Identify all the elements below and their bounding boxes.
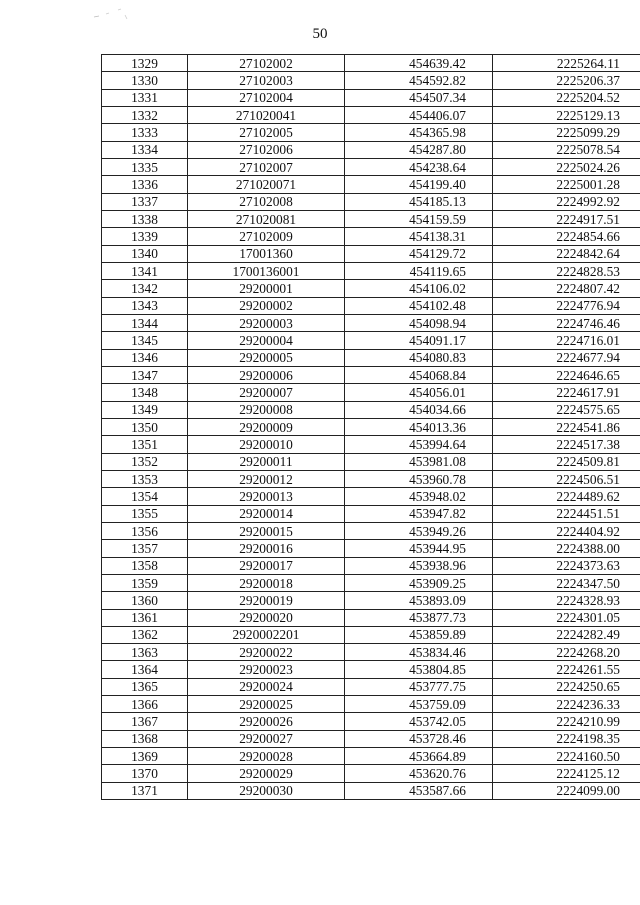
table-row [102, 782, 640, 799]
cell-y-coordinate: 2224489.62 [493, 488, 640, 505]
table-row [102, 89, 640, 106]
cell-x-coordinate: 453947.82 [345, 505, 493, 522]
cell-row-number: 1360 [102, 592, 188, 609]
cell-y-coordinate: 2224646.65 [493, 366, 640, 383]
cell-x-coordinate: 453893.09 [345, 592, 493, 609]
cell-y-coordinate: 2224125.12 [493, 765, 640, 782]
cell-y-coordinate: 2224099.00 [493, 782, 640, 799]
cell-point-id: 29200025 [188, 696, 345, 713]
cell-x-coordinate: 454068.84 [345, 366, 493, 383]
table-row [102, 453, 640, 470]
cell-point-id: 29200009 [188, 418, 345, 435]
cell-y-coordinate: 2225024.26 [493, 158, 640, 175]
cell-row-number: 1361 [102, 609, 188, 626]
cell-y-coordinate: 2224301.05 [493, 609, 640, 626]
cell-y-coordinate: 2224160.50 [493, 748, 640, 765]
cell-row-number: 1369 [102, 748, 188, 765]
cell-y-coordinate: 2224541.86 [493, 418, 640, 435]
cell-y-coordinate: 2225264.11 [493, 55, 640, 72]
cell-y-coordinate: 2224328.93 [493, 592, 640, 609]
cell-x-coordinate: 453777.75 [345, 678, 493, 695]
table-row [102, 522, 640, 539]
table-row [102, 245, 640, 262]
cell-y-coordinate: 2224917.51 [493, 210, 640, 227]
cell-x-coordinate: 454106.02 [345, 280, 493, 297]
cell-point-id: 27102003 [188, 72, 345, 89]
table-row [102, 106, 640, 123]
cell-point-id: 271020071 [188, 176, 345, 193]
table-row [102, 401, 640, 418]
cell-row-number: 1332 [102, 106, 188, 123]
table-row [102, 55, 640, 72]
cell-point-id: 29200019 [188, 592, 345, 609]
cell-x-coordinate: 454056.01 [345, 384, 493, 401]
cell-x-coordinate: 454138.31 [345, 228, 493, 245]
table-row [102, 730, 640, 747]
scan-artifact-marks [92, 6, 138, 22]
table-row [102, 696, 640, 713]
table-row [102, 280, 640, 297]
cell-x-coordinate: 453960.78 [345, 470, 493, 487]
cell-x-coordinate: 453620.76 [345, 765, 493, 782]
cell-y-coordinate: 2224282.49 [493, 626, 640, 643]
table-row [102, 488, 640, 505]
cell-x-coordinate: 453981.08 [345, 453, 493, 470]
cell-row-number: 1331 [102, 89, 188, 106]
cell-y-coordinate: 2224250.65 [493, 678, 640, 695]
cell-row-number: 1364 [102, 661, 188, 678]
cell-x-coordinate: 454507.34 [345, 89, 493, 106]
table-row [102, 124, 640, 141]
cell-x-coordinate: 454080.83 [345, 349, 493, 366]
cell-y-coordinate: 2225001.28 [493, 176, 640, 193]
cell-row-number: 1366 [102, 696, 188, 713]
cell-point-id: 17001360 [188, 245, 345, 262]
table-row [102, 661, 640, 678]
cell-point-id: 29200014 [188, 505, 345, 522]
table-row [102, 574, 640, 591]
cell-row-number: 1343 [102, 297, 188, 314]
cell-x-coordinate: 453664.89 [345, 748, 493, 765]
cell-y-coordinate: 2224198.35 [493, 730, 640, 747]
cell-point-id: 29200028 [188, 748, 345, 765]
cell-row-number: 1368 [102, 730, 188, 747]
cell-point-id: 29200016 [188, 540, 345, 557]
table-row [102, 349, 640, 366]
cell-row-number: 1347 [102, 366, 188, 383]
cell-x-coordinate: 453944.95 [345, 540, 493, 557]
cell-y-coordinate: 2225206.37 [493, 72, 640, 89]
cell-y-coordinate: 2224807.42 [493, 280, 640, 297]
cell-y-coordinate: 2224210.99 [493, 713, 640, 730]
cell-y-coordinate: 2224776.94 [493, 297, 640, 314]
table-row [102, 678, 640, 695]
cell-point-id: 29200007 [188, 384, 345, 401]
cell-x-coordinate: 454034.66 [345, 401, 493, 418]
cell-y-coordinate: 2224716.01 [493, 332, 640, 349]
cell-point-id: 1700136001 [188, 262, 345, 279]
cell-row-number: 1363 [102, 644, 188, 661]
cell-y-coordinate: 2224617.91 [493, 384, 640, 401]
cell-point-id: 29200029 [188, 765, 345, 782]
cell-row-number: 1365 [102, 678, 188, 695]
cell-point-id: 29200008 [188, 401, 345, 418]
table-row [102, 72, 640, 89]
cell-point-id: 271020081 [188, 210, 345, 227]
cell-point-id: 29200010 [188, 436, 345, 453]
cell-row-number: 1346 [102, 349, 188, 366]
cell-point-id: 29200027 [188, 730, 345, 747]
cell-y-coordinate: 2224509.81 [493, 453, 640, 470]
cell-point-id: 29200013 [188, 488, 345, 505]
cell-x-coordinate: 453948.02 [345, 488, 493, 505]
cell-x-coordinate: 454013.36 [345, 418, 493, 435]
table-row [102, 748, 640, 765]
cell-x-coordinate: 453804.85 [345, 661, 493, 678]
cell-row-number: 1337 [102, 193, 188, 210]
cell-x-coordinate: 453949.26 [345, 522, 493, 539]
table-row [102, 176, 640, 193]
cell-row-number: 1349 [102, 401, 188, 418]
cell-x-coordinate: 453728.46 [345, 730, 493, 747]
cell-point-id: 27102008 [188, 193, 345, 210]
cell-point-id: 27102006 [188, 141, 345, 158]
cell-point-id: 29200026 [188, 713, 345, 730]
cell-row-number: 1345 [102, 332, 188, 349]
table-row [102, 141, 640, 158]
table-row [102, 470, 640, 487]
coordinates-table-body [102, 55, 640, 800]
cell-row-number: 1341 [102, 262, 188, 279]
cell-x-coordinate: 454129.72 [345, 245, 493, 262]
cell-row-number: 1339 [102, 228, 188, 245]
cell-y-coordinate: 2224404.92 [493, 522, 640, 539]
cell-point-id: 29200006 [188, 366, 345, 383]
cell-x-coordinate: 454091.17 [345, 332, 493, 349]
cell-point-id: 29200002 [188, 297, 345, 314]
table-row [102, 713, 640, 730]
cell-row-number: 1336 [102, 176, 188, 193]
cell-y-coordinate: 2224451.51 [493, 505, 640, 522]
cell-x-coordinate: 453909.25 [345, 574, 493, 591]
cell-point-id: 29200003 [188, 314, 345, 331]
cell-y-coordinate: 2224347.50 [493, 574, 640, 591]
cell-row-number: 1355 [102, 505, 188, 522]
cell-point-id: 29200023 [188, 661, 345, 678]
cell-y-coordinate: 2224575.65 [493, 401, 640, 418]
cell-x-coordinate: 453859.89 [345, 626, 493, 643]
table-row [102, 418, 640, 435]
cell-row-number: 1334 [102, 141, 188, 158]
cell-row-number: 1348 [102, 384, 188, 401]
cell-x-coordinate: 453994.64 [345, 436, 493, 453]
table-row [102, 436, 640, 453]
cell-y-coordinate: 2225078.54 [493, 141, 640, 158]
cell-point-id: 29200017 [188, 557, 345, 574]
table-row [102, 609, 640, 626]
cell-y-coordinate: 2224746.46 [493, 314, 640, 331]
cell-y-coordinate: 2224992.92 [493, 193, 640, 210]
table-row [102, 297, 640, 314]
cell-x-coordinate: 453759.09 [345, 696, 493, 713]
cell-point-id: 29200015 [188, 522, 345, 539]
cell-y-coordinate: 2224517.38 [493, 436, 640, 453]
cell-x-coordinate: 454159.59 [345, 210, 493, 227]
cell-point-id: 27102009 [188, 228, 345, 245]
cell-row-number: 1340 [102, 245, 188, 262]
cell-x-coordinate: 454102.48 [345, 297, 493, 314]
cell-y-coordinate: 2224842.64 [493, 245, 640, 262]
cell-x-coordinate: 453587.66 [345, 782, 493, 799]
cell-x-coordinate: 454287.80 [345, 141, 493, 158]
cell-row-number: 1362 [102, 626, 188, 643]
cell-point-id: 27102004 [188, 89, 345, 106]
cell-point-id: 29200001 [188, 280, 345, 297]
cell-row-number: 1353 [102, 470, 188, 487]
cell-point-id: 271020041 [188, 106, 345, 123]
table-row [102, 384, 640, 401]
cell-y-coordinate: 2224373.63 [493, 557, 640, 574]
cell-x-coordinate: 453938.96 [345, 557, 493, 574]
cell-point-id: 29200022 [188, 644, 345, 661]
cell-point-id: 29200024 [188, 678, 345, 695]
table-row [102, 210, 640, 227]
cell-y-coordinate: 2225204.52 [493, 89, 640, 106]
cell-row-number: 1344 [102, 314, 188, 331]
cell-row-number: 1335 [102, 158, 188, 175]
cell-y-coordinate: 2224677.94 [493, 349, 640, 366]
cell-x-coordinate: 454365.98 [345, 124, 493, 141]
cell-row-number: 1359 [102, 574, 188, 591]
cell-x-coordinate: 454199.40 [345, 176, 493, 193]
page-number: 50 [312, 26, 328, 42]
cell-x-coordinate: 454238.64 [345, 158, 493, 175]
cell-y-coordinate: 2225099.29 [493, 124, 640, 141]
cell-row-number: 1370 [102, 765, 188, 782]
table-row [102, 765, 640, 782]
table-row [102, 540, 640, 557]
table-row [102, 592, 640, 609]
cell-x-coordinate: 454639.42 [345, 55, 493, 72]
cell-x-coordinate: 454119.65 [345, 262, 493, 279]
cell-x-coordinate: 454592.82 [345, 72, 493, 89]
cell-point-id: 29200020 [188, 609, 345, 626]
table-row [102, 262, 640, 279]
cell-point-id: 29200005 [188, 349, 345, 366]
cell-row-number: 1352 [102, 453, 188, 470]
cell-row-number: 1354 [102, 488, 188, 505]
cell-point-id: 2920002201 [188, 626, 345, 643]
cell-y-coordinate: 2224828.53 [493, 262, 640, 279]
cell-x-coordinate: 454185.13 [345, 193, 493, 210]
cell-row-number: 1367 [102, 713, 188, 730]
cell-y-coordinate: 2225129.13 [493, 106, 640, 123]
cell-x-coordinate: 454406.07 [345, 106, 493, 123]
coordinates-table [101, 54, 640, 800]
cell-y-coordinate: 2224506.51 [493, 470, 640, 487]
cell-row-number: 1356 [102, 522, 188, 539]
table-row [102, 314, 640, 331]
cell-y-coordinate: 2224854.66 [493, 228, 640, 245]
cell-point-id: 27102005 [188, 124, 345, 141]
cell-y-coordinate: 2224261.55 [493, 661, 640, 678]
cell-row-number: 1333 [102, 124, 188, 141]
table-row [102, 626, 640, 643]
cell-x-coordinate: 454098.94 [345, 314, 493, 331]
cell-row-number: 1329 [102, 55, 188, 72]
table-row [102, 332, 640, 349]
cell-row-number: 1330 [102, 72, 188, 89]
cell-row-number: 1351 [102, 436, 188, 453]
cell-x-coordinate: 453834.46 [345, 644, 493, 661]
table-row [102, 505, 640, 522]
cell-point-id: 29200030 [188, 782, 345, 799]
table-row [102, 644, 640, 661]
table-row [102, 366, 640, 383]
cell-point-id: 27102002 [188, 55, 345, 72]
cell-row-number: 1350 [102, 418, 188, 435]
table-row [102, 557, 640, 574]
cell-row-number: 1342 [102, 280, 188, 297]
cell-point-id: 29200011 [188, 453, 345, 470]
cell-point-id: 29200004 [188, 332, 345, 349]
cell-point-id: 29200018 [188, 574, 345, 591]
cell-y-coordinate: 2224236.33 [493, 696, 640, 713]
cell-x-coordinate: 453877.73 [345, 609, 493, 626]
table-row [102, 228, 640, 245]
cell-point-id: 29200012 [188, 470, 345, 487]
cell-row-number: 1338 [102, 210, 188, 227]
cell-row-number: 1357 [102, 540, 188, 557]
table-row [102, 193, 640, 210]
table-row [102, 158, 640, 175]
cell-y-coordinate: 2224268.20 [493, 644, 640, 661]
cell-point-id: 27102007 [188, 158, 345, 175]
cell-x-coordinate: 453742.05 [345, 713, 493, 730]
cell-y-coordinate: 2224388.00 [493, 540, 640, 557]
cell-row-number: 1371 [102, 782, 188, 799]
cell-row-number: 1358 [102, 557, 188, 574]
